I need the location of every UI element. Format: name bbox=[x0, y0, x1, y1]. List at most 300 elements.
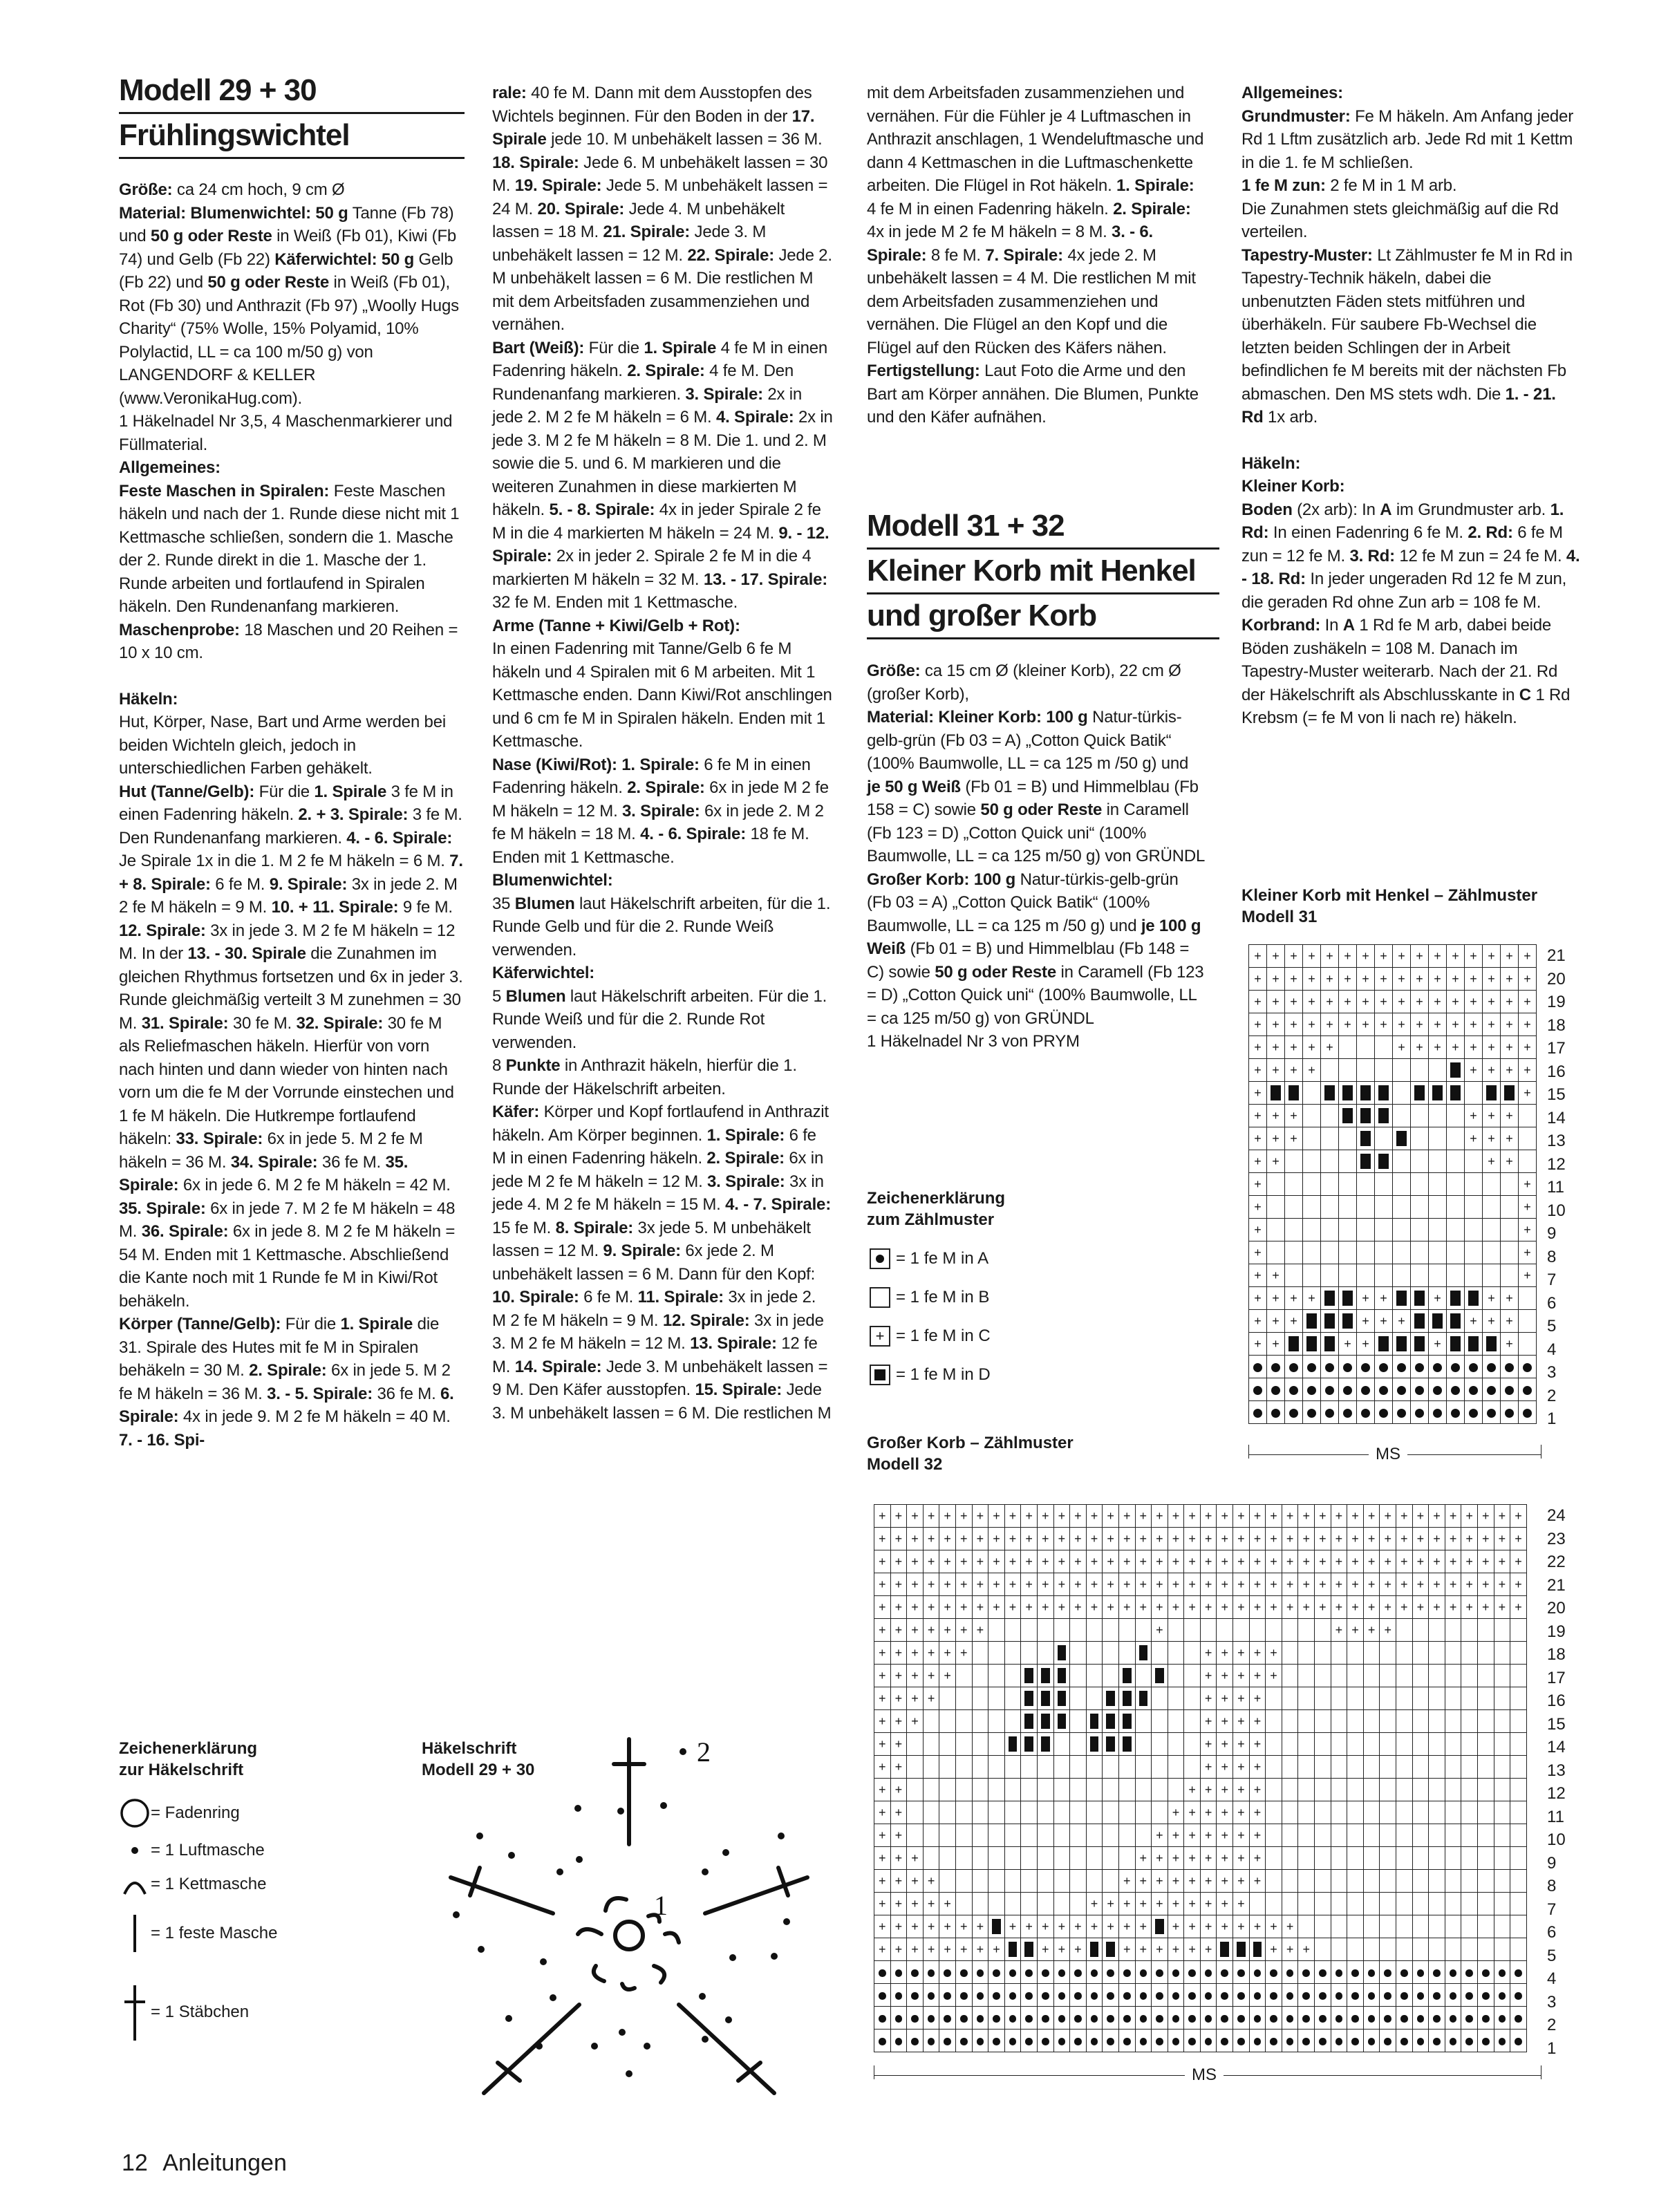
chart-cell bbox=[1412, 1710, 1429, 1733]
chart-cell: + bbox=[874, 1893, 891, 1915]
chart-cell bbox=[1303, 1127, 1321, 1150]
chart-cell bbox=[1086, 1961, 1103, 1984]
chart-cell: + bbox=[890, 1801, 907, 1824]
chart-cell: + bbox=[1053, 1573, 1070, 1596]
chart-cell bbox=[1375, 1401, 1393, 1424]
chart-cell bbox=[1021, 1893, 1038, 1915]
chart-cell bbox=[1429, 1847, 1445, 1870]
chart-cell bbox=[1461, 1870, 1478, 1893]
chart-cell: + bbox=[1412, 1528, 1429, 1550]
chart-cell: + bbox=[1396, 1505, 1413, 1528]
chart-cell: + bbox=[1200, 1801, 1217, 1824]
chart-cell bbox=[1375, 1150, 1393, 1173]
chart-cell bbox=[1053, 1779, 1070, 1801]
chart-cell bbox=[1103, 1687, 1119, 1710]
chart-cell: + bbox=[1233, 1710, 1250, 1733]
chart-cell bbox=[1411, 1310, 1429, 1333]
chart-cell: + bbox=[939, 1619, 956, 1642]
chart-cell bbox=[1184, 2007, 1201, 2030]
chart-cell bbox=[1004, 1687, 1021, 1710]
chart-cell: + bbox=[1501, 1059, 1519, 1082]
chart-cell bbox=[1375, 1127, 1393, 1150]
chart-cell bbox=[1315, 1687, 1331, 1710]
row-number: 5 bbox=[1547, 1946, 1557, 1965]
chart-cell: + bbox=[1483, 991, 1501, 1013]
chart-cell: + bbox=[1282, 1550, 1298, 1573]
chart32-ms: MS bbox=[874, 2065, 1541, 2086]
chart-cell bbox=[1267, 1401, 1285, 1424]
chart-row bbox=[1249, 1127, 1537, 1150]
chart-cell: + bbox=[1200, 1665, 1217, 1687]
chart-cell bbox=[1465, 1333, 1483, 1356]
chart-cell bbox=[1135, 1619, 1152, 1642]
chart-cell: + bbox=[890, 1870, 907, 1893]
chart-cell bbox=[1282, 1870, 1298, 1893]
chart-cell: + bbox=[907, 1870, 924, 1893]
chart-cell bbox=[1363, 1870, 1380, 1893]
chart-cell bbox=[1501, 1196, 1519, 1219]
double-crochet-icon bbox=[119, 1981, 151, 2043]
chart-cell bbox=[1380, 1824, 1396, 1847]
chart-cell bbox=[1053, 1756, 1070, 1779]
chart-cell bbox=[1510, 1642, 1527, 1665]
chart31-row-numbers bbox=[1547, 944, 1566, 1431]
chart-cell bbox=[1086, 1619, 1103, 1642]
chart-cell bbox=[1053, 2007, 1070, 2030]
chart-cell: + bbox=[1267, 1150, 1285, 1173]
chart-cell bbox=[1339, 1150, 1357, 1173]
chart-cell bbox=[1086, 1779, 1103, 1801]
chart-cell bbox=[1037, 1756, 1053, 1779]
chart-cell bbox=[1053, 1824, 1070, 1847]
chart-row bbox=[1249, 1013, 1537, 1036]
chart-cell: + bbox=[874, 1733, 891, 1756]
chart-cell bbox=[1004, 1938, 1021, 1961]
chart-cell bbox=[1375, 1241, 1393, 1264]
chart-cell bbox=[1037, 1801, 1053, 1824]
chart-cell bbox=[1347, 1847, 1364, 1870]
chart-cell: + bbox=[907, 1847, 924, 1870]
chart-cell bbox=[907, 1733, 924, 1756]
chart-cell bbox=[907, 2007, 924, 2030]
chart-cell bbox=[1375, 1333, 1393, 1356]
chart-cell: + bbox=[1519, 1219, 1537, 1241]
chart-cell bbox=[939, 2007, 956, 2030]
chart-cell: + bbox=[1477, 1505, 1494, 1528]
chart-cell: + bbox=[1396, 1573, 1413, 1596]
chart-cell bbox=[907, 1779, 924, 1801]
chart-cell bbox=[1429, 1196, 1447, 1219]
chart-cell bbox=[1447, 1219, 1465, 1241]
chart-cell bbox=[1412, 2007, 1429, 2030]
chart-cell: + bbox=[1249, 1059, 1267, 1082]
chart-cell: + bbox=[1217, 1801, 1233, 1824]
chart-cell bbox=[1086, 1824, 1103, 1847]
chart-cell bbox=[1282, 2007, 1298, 2030]
chart-cell: + bbox=[1465, 1036, 1483, 1059]
chart-cell bbox=[1357, 1241, 1375, 1264]
chart32-title: Großer Korb – Zählmuster Modell 32 bbox=[867, 1434, 1074, 1474]
chart-cell bbox=[890, 1984, 907, 2007]
chart-cell: + bbox=[1249, 1870, 1266, 1893]
chart-cell bbox=[1393, 1082, 1411, 1105]
chart-cell bbox=[1429, 1378, 1447, 1401]
chart-cell bbox=[939, 1801, 956, 1824]
chart-cell bbox=[1429, 1665, 1445, 1687]
filled-square-icon bbox=[870, 1365, 890, 1385]
chart-cell: + bbox=[1200, 1779, 1217, 1801]
chart-cell: + bbox=[1298, 1528, 1315, 1550]
chart-cell: + bbox=[1267, 1287, 1285, 1310]
chart-cell bbox=[1510, 1665, 1527, 1687]
chart-cell bbox=[1429, 1733, 1445, 1756]
chart-cell: + bbox=[1315, 1596, 1331, 1619]
chart-cell bbox=[1519, 1378, 1537, 1401]
chart-cell: + bbox=[923, 1505, 939, 1528]
chart-cell: + bbox=[1501, 1036, 1519, 1059]
chart-cell bbox=[1461, 2007, 1478, 2030]
chart-cell bbox=[1445, 1938, 1461, 1961]
chart-cell bbox=[1285, 1378, 1303, 1401]
chart-cell: + bbox=[1267, 1127, 1285, 1150]
chart-cell bbox=[955, 2030, 972, 2052]
chart-cell bbox=[1004, 1847, 1021, 1870]
chart-cell bbox=[1086, 1938, 1103, 1961]
chart-cell: + bbox=[1217, 1824, 1233, 1847]
chart-cell bbox=[1461, 1687, 1478, 1710]
chart-cell bbox=[1266, 1893, 1282, 1915]
chart-cell: + bbox=[939, 1665, 956, 1687]
chart-cell bbox=[1135, 1801, 1152, 1824]
chart-cell: + bbox=[907, 1573, 924, 1596]
chart-cell: + bbox=[1285, 1105, 1303, 1127]
chart-cell bbox=[1103, 1642, 1119, 1665]
chart-cell bbox=[1053, 1642, 1070, 1665]
chart-cell: + bbox=[1249, 1915, 1266, 1938]
chart-cell: + bbox=[1217, 1847, 1233, 1870]
chart-cell bbox=[1152, 1961, 1168, 1984]
chart-cell bbox=[1053, 1733, 1070, 1756]
chart-cell bbox=[1429, 1264, 1447, 1287]
chart-cell: + bbox=[1118, 1870, 1135, 1893]
chart-cell: + bbox=[972, 1915, 988, 1938]
chart-cell bbox=[1393, 1196, 1411, 1219]
chart-cell bbox=[1429, 1619, 1445, 1642]
chart-cell: + bbox=[1285, 991, 1303, 1013]
chart-cell bbox=[1331, 2030, 1347, 2052]
chart-cell: + bbox=[1429, 1528, 1445, 1550]
chart-cell: + bbox=[1347, 1596, 1364, 1619]
chart-cell: + bbox=[1429, 1550, 1445, 1573]
chart-cell bbox=[1298, 1984, 1315, 2007]
chart-cell bbox=[1331, 1961, 1347, 1984]
chart-cell bbox=[1021, 1665, 1038, 1687]
chart-cell: + bbox=[1168, 1801, 1184, 1824]
chart-cell bbox=[1266, 1984, 1282, 2007]
chart-row bbox=[1249, 1219, 1537, 1241]
chart-cell bbox=[1510, 1961, 1527, 1984]
chart-cell bbox=[1118, 2007, 1135, 2030]
chart-cell bbox=[1037, 1893, 1053, 1915]
chart-cell bbox=[1396, 1984, 1413, 2007]
legend-festemasche: = 1 feste Masche bbox=[119, 1909, 277, 1958]
chart-cell: + bbox=[1321, 968, 1339, 991]
chart-cell: + bbox=[1315, 1505, 1331, 1528]
chart-cell: + bbox=[1152, 1938, 1168, 1961]
chart-row bbox=[874, 1550, 1527, 1573]
row-number: 7 bbox=[1547, 1900, 1557, 1919]
chart-cell: + bbox=[1103, 1893, 1119, 1915]
chart-cell bbox=[1118, 1756, 1135, 1779]
chart-cell: + bbox=[1357, 991, 1375, 1013]
row-number: 10 bbox=[1547, 1830, 1566, 1849]
chart-cell bbox=[1298, 1665, 1315, 1687]
chart-cell bbox=[923, 1733, 939, 1756]
chart-cell: + bbox=[1070, 1528, 1087, 1550]
chart-cell bbox=[972, 1961, 988, 1984]
chart-row bbox=[1249, 1310, 1537, 1333]
chart-cell bbox=[1249, 1619, 1266, 1642]
round-label-2: 2 bbox=[697, 1736, 711, 1768]
chart-cell bbox=[1282, 1756, 1298, 1779]
chart-cell bbox=[1411, 1082, 1429, 1105]
chart-cell: + bbox=[1004, 1550, 1021, 1573]
chart-cell bbox=[1510, 1710, 1527, 1733]
chart-cell bbox=[1135, 1961, 1152, 1984]
chart-cell bbox=[1396, 1870, 1413, 1893]
chart-cell bbox=[1152, 1984, 1168, 2007]
chart-cell: + bbox=[1282, 1915, 1298, 1938]
chart-cell: + bbox=[1357, 1287, 1375, 1310]
chart-cell: + bbox=[1266, 1665, 1282, 1687]
chart-cell bbox=[1429, 1824, 1445, 1847]
chart-cell bbox=[1267, 1219, 1285, 1241]
chart-cell bbox=[1347, 2007, 1364, 2030]
chart-cell bbox=[1315, 1619, 1331, 1642]
chart-cell bbox=[1103, 2030, 1119, 2052]
chart-cell bbox=[1168, 1619, 1184, 1642]
chart-cell bbox=[1347, 1893, 1364, 1915]
chart-cell bbox=[972, 1733, 988, 1756]
chart-cell: + bbox=[939, 1893, 956, 1915]
chart-cell: + bbox=[1037, 1938, 1053, 1961]
chart-cell: + bbox=[1184, 1824, 1201, 1847]
chart-cell bbox=[1217, 2030, 1233, 2052]
chart-cell bbox=[1510, 1779, 1527, 1801]
chart-row bbox=[874, 1596, 1527, 1619]
chart-cell: + bbox=[1037, 1505, 1053, 1528]
chart-cell bbox=[1152, 1801, 1168, 1824]
chart-cell: + bbox=[1200, 1550, 1217, 1573]
chart-cell bbox=[1004, 2030, 1021, 2052]
row-number: 14 bbox=[1547, 1108, 1566, 1127]
round-label-1: 1 bbox=[654, 1890, 668, 1921]
chart-cell: + bbox=[1285, 968, 1303, 991]
chart-cell bbox=[1519, 1287, 1537, 1310]
chart-cell bbox=[1303, 1356, 1321, 1378]
chart-cell: + bbox=[1249, 1287, 1267, 1310]
chart-cell: + bbox=[1445, 1573, 1461, 1596]
chart-cell: + bbox=[1321, 1036, 1339, 1059]
chart-cell bbox=[1396, 1619, 1413, 1642]
chart-cell bbox=[1249, 1401, 1267, 1424]
chart-cell bbox=[1483, 1082, 1501, 1105]
chart-cell: + bbox=[874, 1619, 891, 1642]
chart-cell bbox=[1184, 1756, 1201, 1779]
chart-cell bbox=[972, 1824, 988, 1847]
chart-cell bbox=[1357, 1150, 1375, 1173]
chart-cell: + bbox=[1233, 1847, 1250, 1870]
chart-cell bbox=[1465, 1196, 1483, 1219]
chart-cell bbox=[1266, 1733, 1282, 1756]
chart-cell bbox=[1501, 1378, 1519, 1401]
chart-cell: + bbox=[1168, 1573, 1184, 1596]
chart-cell bbox=[1103, 1619, 1119, 1642]
chart-cell bbox=[1298, 1847, 1315, 1870]
plus-square-icon: + bbox=[870, 1326, 890, 1347]
chart-cell bbox=[988, 1870, 1005, 1893]
chart-cell bbox=[1103, 1756, 1119, 1779]
chart-cell: + bbox=[1363, 1550, 1380, 1573]
chart-cell: + bbox=[890, 1847, 907, 1870]
chart-cell: + bbox=[1298, 1573, 1315, 1596]
chart-cell bbox=[988, 1824, 1005, 1847]
chart-cell bbox=[1070, 1687, 1087, 1710]
chart-cell: + bbox=[874, 1756, 891, 1779]
chart-cell: + bbox=[1217, 1870, 1233, 1893]
chart-cell bbox=[1285, 1082, 1303, 1105]
chart-cell: + bbox=[1004, 1573, 1021, 1596]
chart-cell bbox=[1282, 1733, 1298, 1756]
chart-cell bbox=[1053, 2030, 1070, 2052]
chart-cell bbox=[1461, 1961, 1478, 1984]
chart-cell bbox=[1103, 1870, 1119, 1893]
chart-cell: + bbox=[874, 1505, 891, 1528]
chart-cell bbox=[1363, 1665, 1380, 1687]
chart-cell bbox=[1315, 1801, 1331, 1824]
chart-cell: + bbox=[1249, 1779, 1266, 1801]
chart-cell bbox=[1152, 1733, 1168, 1756]
chart-cell bbox=[923, 1961, 939, 1984]
chart-cell: + bbox=[1477, 1550, 1494, 1573]
chart-cell bbox=[1477, 1824, 1494, 1847]
chart-cell bbox=[1053, 1801, 1070, 1824]
chart-cell bbox=[1412, 1801, 1429, 1824]
chart-cell: + bbox=[1233, 1824, 1250, 1847]
chart-cell: + bbox=[1303, 968, 1321, 991]
chart-cell bbox=[1447, 1310, 1465, 1333]
chart-cell bbox=[1037, 1733, 1053, 1756]
chart-cell: + bbox=[1004, 1528, 1021, 1550]
chart-cell: + bbox=[1380, 1573, 1396, 1596]
chart-cell bbox=[1445, 1665, 1461, 1687]
chart-cell: + bbox=[923, 1687, 939, 1710]
chart-cell bbox=[1282, 1687, 1298, 1710]
chart-cell bbox=[1282, 1984, 1298, 2007]
chart-cell: + bbox=[1233, 1733, 1250, 1756]
chart-cell bbox=[972, 1893, 988, 1915]
chart-cell bbox=[955, 1801, 972, 1824]
chart-cell: + bbox=[1429, 1505, 1445, 1528]
chart-cell: + bbox=[1233, 1801, 1250, 1824]
chart-cell bbox=[939, 1847, 956, 1870]
row-number: 6 bbox=[1547, 1923, 1557, 1942]
chart-cell bbox=[1396, 1665, 1413, 1687]
chart-cell bbox=[1494, 1619, 1510, 1642]
chart-cell: + bbox=[1118, 1550, 1135, 1573]
chart-cell bbox=[1266, 1687, 1282, 1710]
row-number: 3 bbox=[1547, 1992, 1557, 2012]
chart-cell bbox=[1004, 1665, 1021, 1687]
chart-cell: + bbox=[1249, 968, 1267, 991]
chart-cell: + bbox=[890, 1665, 907, 1687]
chart-cell: + bbox=[1393, 1310, 1411, 1333]
chart-cell bbox=[1396, 1938, 1413, 1961]
chart-cell bbox=[1380, 2007, 1396, 2030]
chart-row bbox=[874, 1984, 1527, 2007]
chart-cell bbox=[1217, 1938, 1233, 1961]
chart-cell bbox=[1411, 1356, 1429, 1378]
row-number: 15 bbox=[1547, 1714, 1566, 1734]
chart-cell: + bbox=[907, 1550, 924, 1573]
chart-cell bbox=[1266, 1619, 1282, 1642]
chart-cell bbox=[1267, 1241, 1285, 1264]
chart-cell bbox=[1477, 1619, 1494, 1642]
chart-cell bbox=[1118, 1801, 1135, 1824]
chart-cell: + bbox=[1331, 1505, 1347, 1528]
chart-cell bbox=[1321, 1241, 1339, 1264]
chart-cell bbox=[955, 1847, 972, 1870]
chart-cell bbox=[1447, 1264, 1465, 1287]
chart-cell bbox=[1519, 1127, 1537, 1150]
chart-cell bbox=[923, 1779, 939, 1801]
chart-cell: + bbox=[1303, 991, 1321, 1013]
chart-cell: + bbox=[1200, 1710, 1217, 1733]
chart-cell: + bbox=[1118, 1893, 1135, 1915]
chart-cell: + bbox=[1465, 991, 1483, 1013]
chart-cell: + bbox=[1004, 1505, 1021, 1528]
chart-cell: + bbox=[907, 1687, 924, 1710]
chart-cell bbox=[1412, 1642, 1429, 1665]
chart-cell: + bbox=[1086, 1893, 1103, 1915]
chart-cell bbox=[988, 2030, 1005, 2052]
chart-cell: + bbox=[1086, 1596, 1103, 1619]
chart-cell bbox=[1447, 1196, 1465, 1219]
chart-cell: + bbox=[1021, 1550, 1038, 1573]
chart-cell bbox=[1494, 1756, 1510, 1779]
chart-cell: + bbox=[1168, 1893, 1184, 1915]
chart-cell: + bbox=[1483, 1059, 1501, 1082]
chart-cell: + bbox=[972, 1596, 988, 1619]
chart-cell bbox=[972, 1642, 988, 1665]
chart-cell bbox=[1380, 1779, 1396, 1801]
chart-cell: + bbox=[1152, 1550, 1168, 1573]
chart-cell: + bbox=[1285, 1127, 1303, 1150]
chart-cell bbox=[939, 1756, 956, 1779]
chart-cell bbox=[1461, 1893, 1478, 1915]
chart-cell bbox=[1321, 1059, 1339, 1082]
chart-cell bbox=[923, 1984, 939, 2007]
chart-cell: + bbox=[923, 1528, 939, 1550]
chart-cell bbox=[1053, 1687, 1070, 1710]
chart-cell bbox=[1282, 1710, 1298, 1733]
chart-cell bbox=[1267, 1082, 1285, 1105]
chart-cell bbox=[1494, 1824, 1510, 1847]
chart-cell: + bbox=[988, 1505, 1005, 1528]
chart-cell bbox=[1357, 1378, 1375, 1401]
chart-row bbox=[874, 1642, 1527, 1665]
chart-cell: + bbox=[1411, 991, 1429, 1013]
